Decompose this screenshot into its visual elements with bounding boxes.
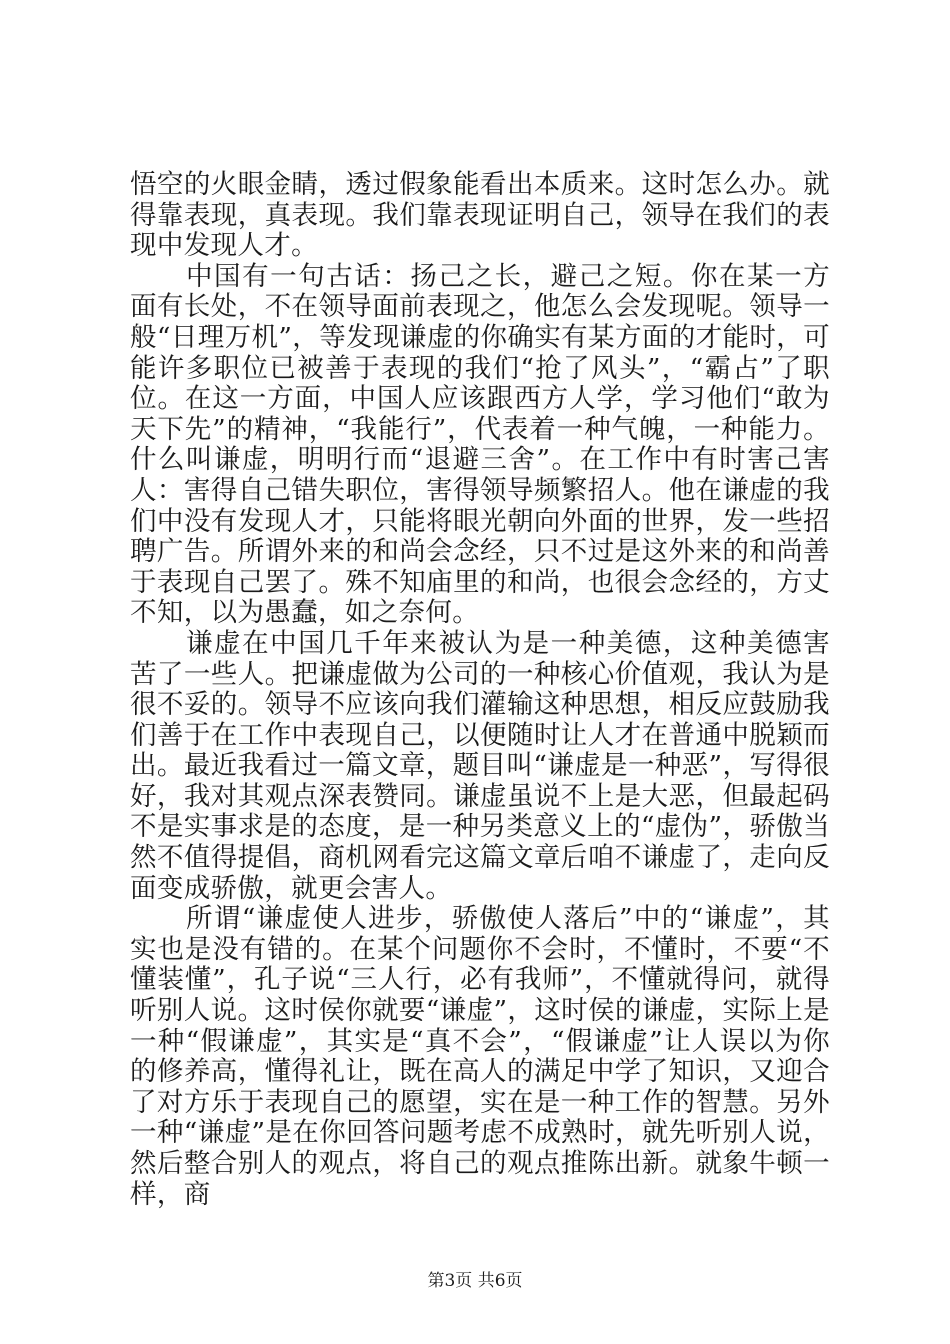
paragraph-3: 谦虚在中国几千年来被认为是一种美德，这种美德害苦了一些人。把谦虚做为公司的一种核心价值观，我认为是很不妥的。领导不应该向我们灌输这种思想，相反应鼓励我们善于在工作中表现自己，以便随时让人才在普通中脱颖而出。最近我看过一篇文章，题目叫“谦虚是一种恶”，写得很好，我对其观点深表赞同。谦虚虽说不上是大恶，但最起码不是实事求是的态度，是一种另类意义上的“虚伪”，骄傲当然不值得提倡，商机网看完这篇文章后咱不谦虚了，走向反面变成骄傲，就更会害人。 [130, 627, 830, 904]
body-text [130, 170, 830, 1210]
paragraph-1: 悟空的火眼金睛，透过假象能看出本质来。这时怎么办。就得靠表现，真表现。我们靠表现证明自己，领导在我们的表现中发现人才。 [130, 169, 830, 262]
page-footer [0, 1270, 950, 1292]
paragraph-2: 中国有一句古话：扬己之长，避己之短。你在某一方面有长处，不在领导面前表现之，他怎么会发现呢。领导一般“日理万机”，等发现谦虚的你确实有某方面的才能时，可能许多职位已被善于表现的我们“抢了风头”，“霸占”了职位。在这一方面，中国人应该跟西方人学，学习他们“敢为天下先”的精神，“我能行”，代表着一种气魄，一种能力。什么叫谦虚，明明行而“退避三舍”。在工作中有时害己害人：害得自己错失职位，害得领导频繁招人。他在谦虚的我们中没有发现人才，只能将眼光朝向外面的世界，发一些招聘广告。所谓外来的和尚会念经，只不过是这外来的和尚善于表现自己罢了。殊不知庙里的和尚，也很会念经的，方丈不知，以为愚蠢，如之奈何。 [130, 260, 830, 629]
paragraph-4: 所谓“谦虚使人进步，骄傲使人落后”中的“谦虚”，其实也是没有错的。在某个问题你不会时，不懂时，不要“不懂装懂”，孔子说“三人行，必有我师”，不懂就得问，就得听别人说。这时侯你就要“谦虚”，这时侯的谦虚，实际上是一种“假谦虚”，其实是“真不会”，“假谦虚”让人误以为你的修养高，懂得礼让，既在高人的满足中学了知识，又迎合了对方乐于表现自己的愿望，实在是一种工作的智慧。另外一种“谦虚”是在你回答问题考虑不成熟时，就先听别人说，然后整合别人的观点，将自己的观点推陈出新。就象牛顿一样，商 [130, 903, 830, 1210]
page-number-label: 第3页 共6页 [427, 1271, 523, 1291]
